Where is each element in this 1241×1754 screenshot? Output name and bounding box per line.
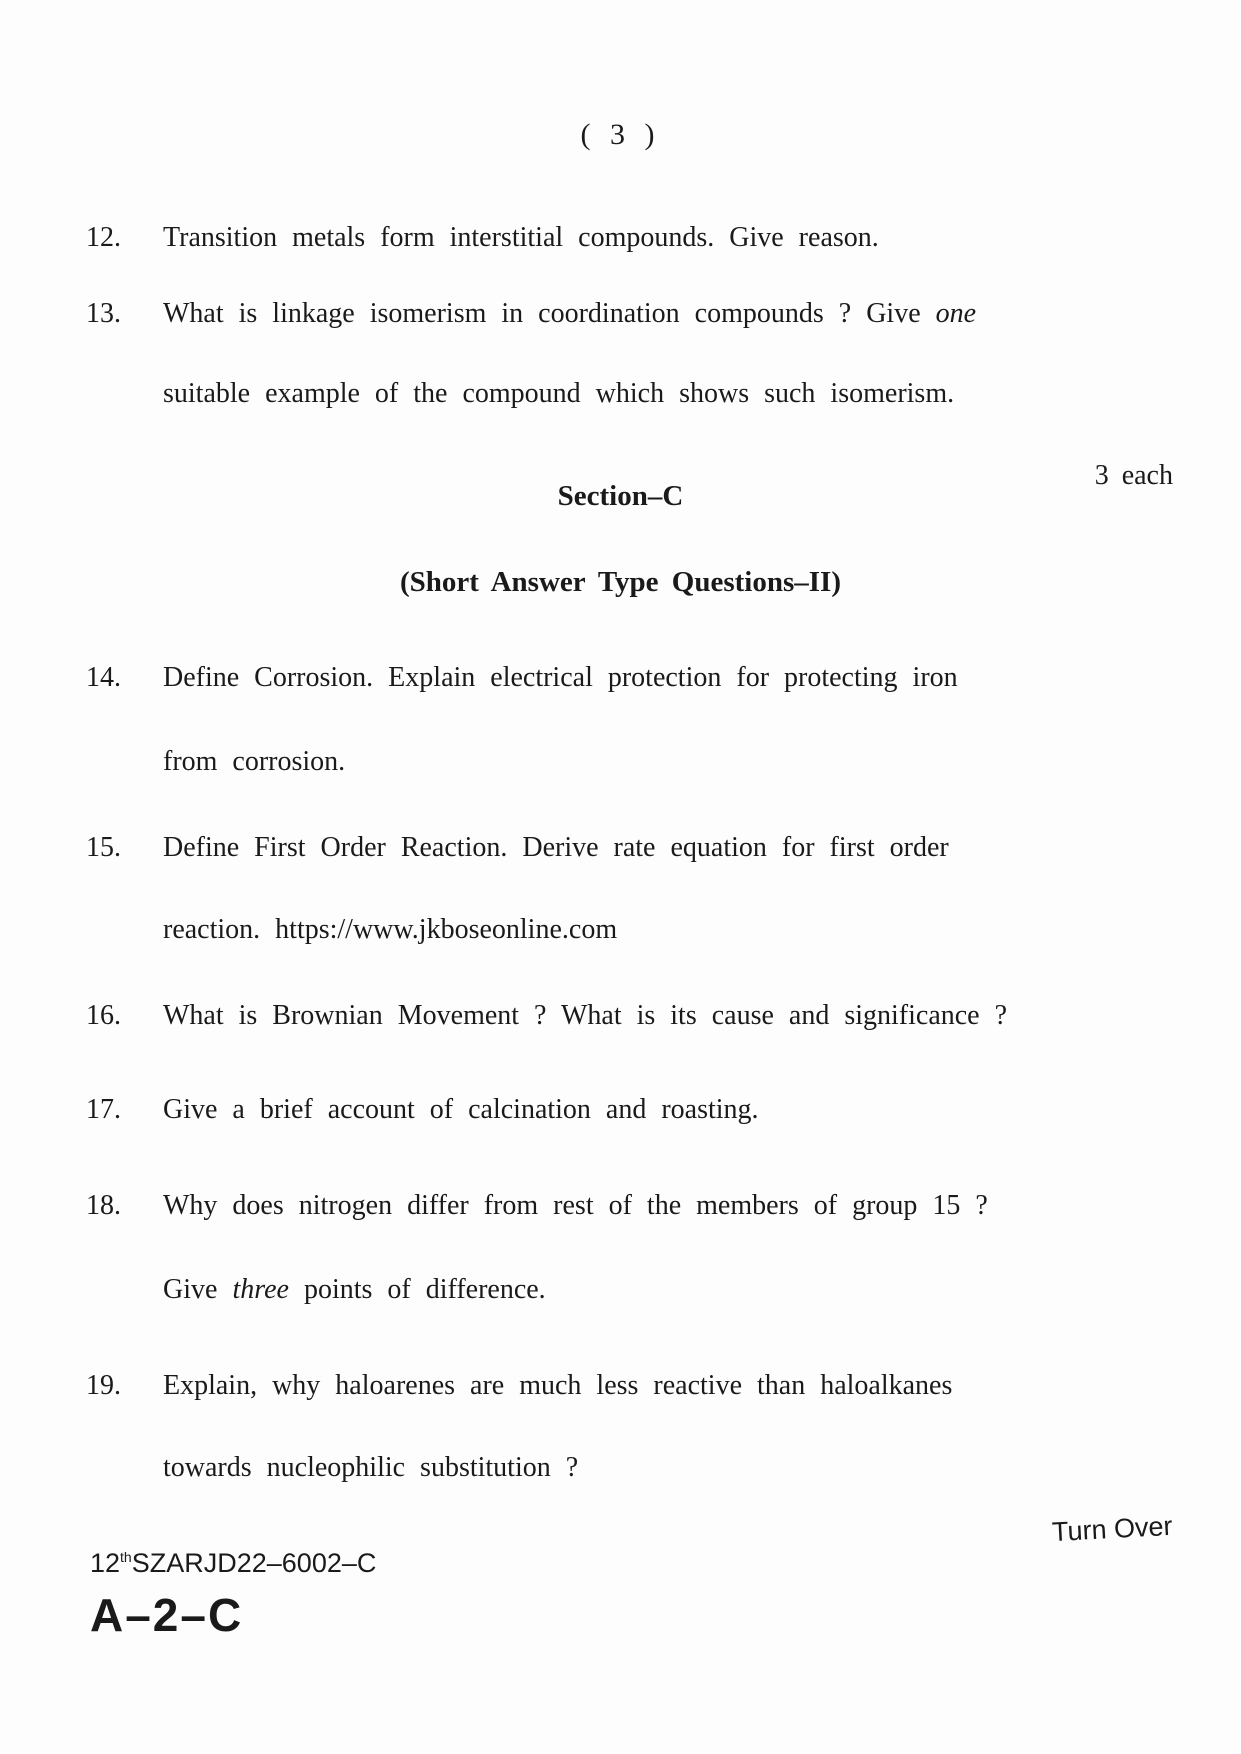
question-number: 19.: [86, 1370, 121, 1401]
question-text: Explain, why haloarenes are much less reactive than haloalkanes: [163, 1370, 953, 1401]
section-marks: 3 each: [1094, 460, 1173, 491]
question-text: What is Brownian Movement ? What is its cause and significance ?: [163, 1000, 1008, 1031]
paper-code-sup: th: [120, 1549, 132, 1565]
question-text-emphasis: three: [232, 1274, 289, 1305]
paper-set: A–2–C: [90, 1589, 244, 1641]
question-number: 16.: [86, 1000, 121, 1031]
section-subtitle: (Short Answer Type Questions–II): [400, 566, 841, 598]
question-number: 15.: [86, 832, 121, 863]
question-text: Define First Order Reaction. Derive rate equation for first order: [163, 832, 949, 863]
question-text: [163, 1274, 546, 1306]
question-text-line: Give: [163, 1274, 218, 1305]
question-number: 12.: [86, 222, 121, 253]
turn-over-label: Turn Over: [1051, 1510, 1174, 1548]
question-text: from corrosion.: [163, 746, 346, 777]
question-text: Why does nitrogen differ from rest of the members of group 15 ?: [163, 1190, 988, 1221]
question-text-line: points of difference.: [303, 1274, 546, 1305]
question-text: reaction. https://www.jkboseonline.com: [163, 914, 618, 945]
paper-code-prefix: 12: [90, 1548, 121, 1578]
question-text: towards nucleophilic substitution ?: [163, 1452, 579, 1483]
section-title: Section–C: [557, 480, 684, 512]
question-number: 18.: [86, 1190, 121, 1221]
question-text: Transition metals form interstitial compounds. Give reason.: [163, 222, 879, 253]
question-number: 13.: [86, 298, 121, 329]
page-number: ( 3 ): [580, 118, 661, 151]
question-text: Give a brief account of calcination and roasting.: [163, 1094, 759, 1125]
question-text-emphasis: one: [935, 298, 977, 329]
question-text: [163, 298, 976, 330]
question-text: Define Corrosion. Explain electrical protection for protecting iron: [163, 662, 958, 693]
paper-code: [90, 1548, 376, 1579]
paper-code-rest: SZARJD22–6002–C: [131, 1548, 377, 1578]
question-text: suitable example of the compound which shows such isomerism.: [163, 378, 955, 409]
question-number: 14.: [86, 662, 121, 693]
question-number: 17.: [86, 1094, 121, 1125]
question-text-line: What is linkage isomerism in coordination compounds ? Give: [163, 298, 921, 329]
